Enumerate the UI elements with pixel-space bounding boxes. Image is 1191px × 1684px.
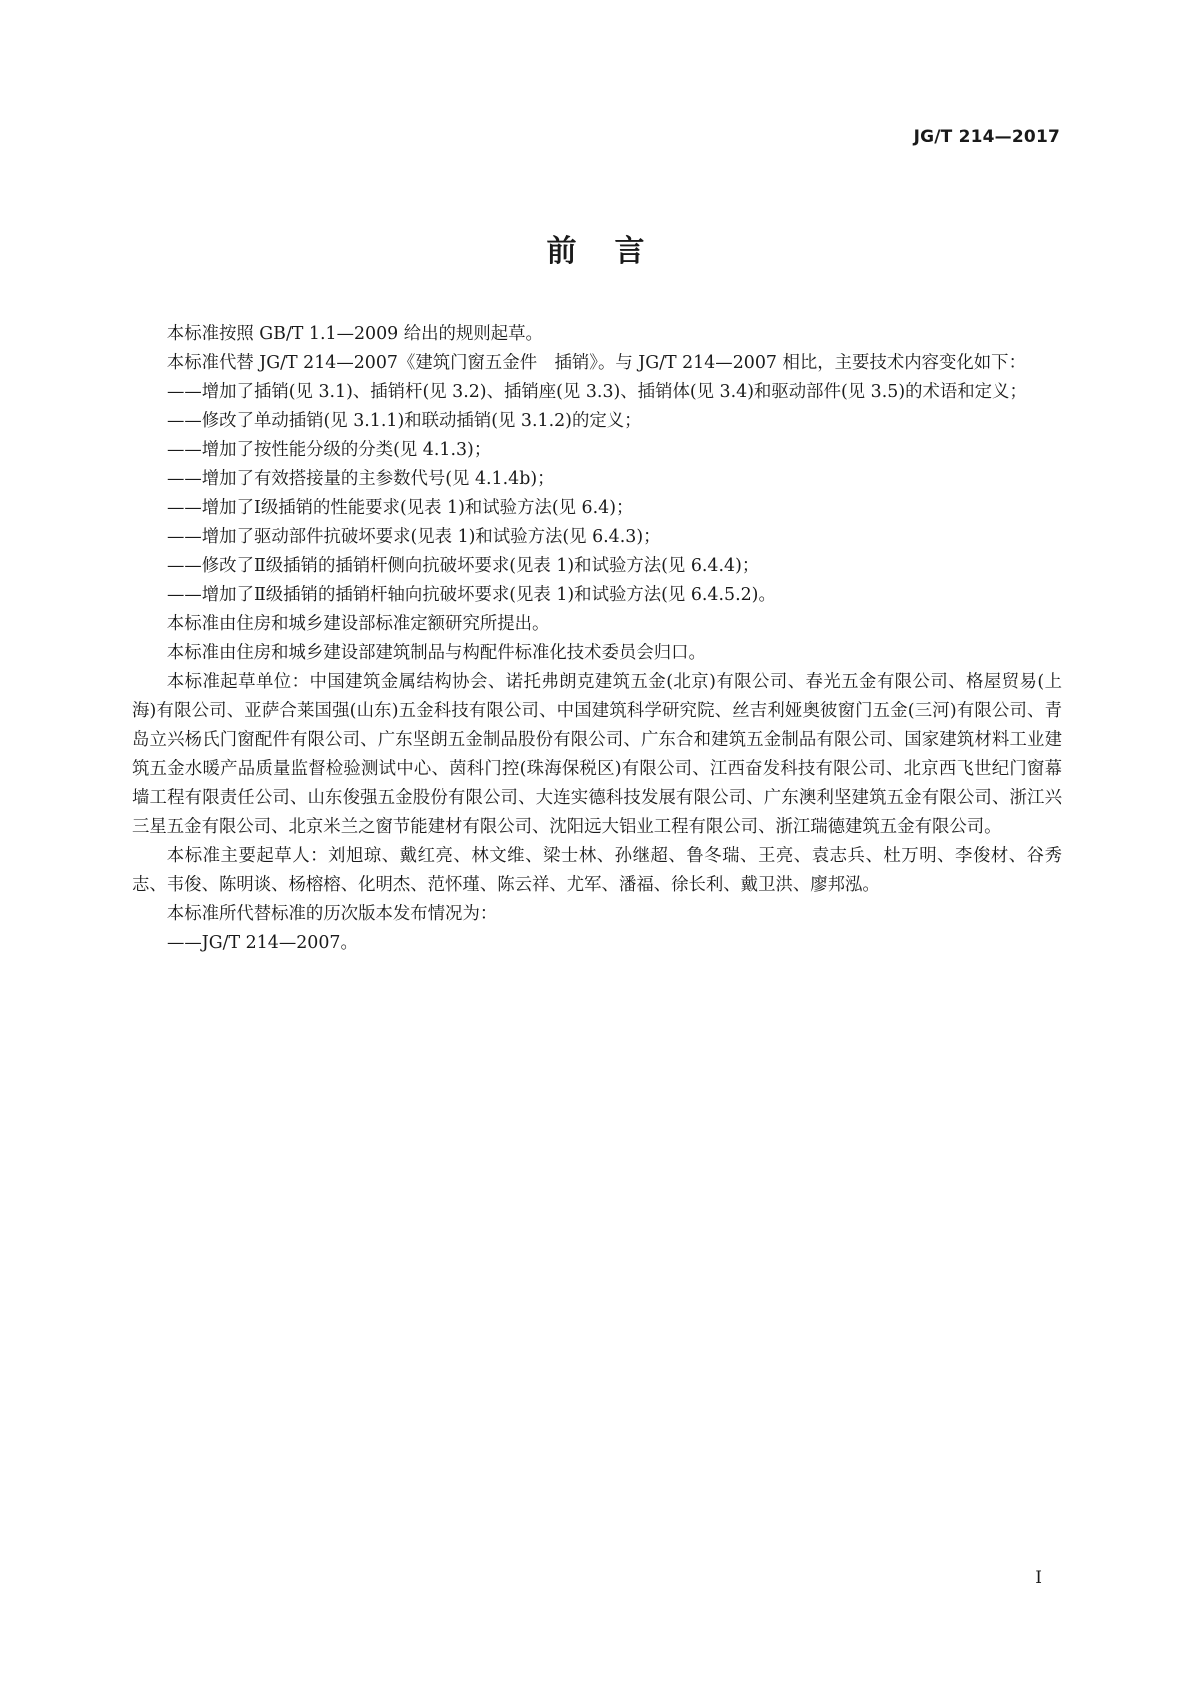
list-item: ——修改了Ⅱ级插销的插销杆侧向抗破坏要求(见表 1)和试验方法(见 6.4.4)； (167, 556, 760, 576)
list-item: ——增加了按性能分级的分类(见 4.1.3)； (167, 440, 492, 460)
paragraph-history-intro: 本标准所代替标准的历次版本发布情况为： (166, 904, 498, 924)
page-number: I (1035, 1568, 1042, 1588)
list-item: ——增加了插销(见 3.1)、插销杆(见 3.2)、插销座(见 3.3)、插销体(见 3.4)和驱动部件(见 3.5)的术语和定义； (167, 382, 1027, 402)
paragraph-committee: 本标准由住房和城乡建设部建筑制品与构配件标准化技术委员会归口。 (166, 643, 706, 663)
list-item: ——增加了驱动部件抗破坏要求(见表 1)和试验方法(见 6.4.3)； (167, 527, 661, 547)
paragraph-drafting-rules: 本标准按照 GB/T 1.1—2009 给出的规则起草。 (166, 324, 543, 344)
list-item: ——JG/T 214—2007。 (167, 933, 358, 953)
preface-body (132, 320, 1062, 958)
page-title: 前言 (546, 234, 683, 269)
list-item: ——修改了单动插销(见 3.1.1)和联动插销(见 3.1.2)的定义； (167, 411, 642, 431)
paragraph-proposer: 本标准由住房和城乡建设部标准定额研究所提出。 (166, 614, 550, 634)
standard-code: JG/T 214—2017 (913, 127, 1060, 147)
list-item: ——增加了有效搭接量的主参数代号(见 4.1.4b)； (167, 469, 555, 489)
list-item: ——增加了Ⅰ级插销的性能要求(见表 1)和试验方法(见 6.4)； (167, 498, 634, 518)
history-list (132, 929, 1062, 958)
list-item: ——增加了Ⅱ级插销的插销杆轴向抗破坏要求(见表 1)和试验方法(见 6.4.5.2)。 (167, 585, 776, 605)
paragraph-drafting-units: 本标准起草单位：中国建筑金属结构协会、诺托弗朗克建筑五金(北京)有限公司、春光五金有限公司、格屋贸易(上海)有限公司、亚萨合莱国强(山东)五金科技有限公司、中国建筑科学研究院、丝吉利娅奥彼窗门五金(三河)有限公司、青岛立兴杨氏门窗配件有限公司、广东坚朗五金制品股份有限公司、广东合和建筑五金制品有限公司、国家建筑材料工业建筑五金水暖产品质量监督检验测试中心、茵科门控(珠海保税区)有限公司、江西奋发科技有限公司、北京西飞世纪门窗幕墙工程有限责任公司、山东俊强五金股份有限公司、大连实德科技发展有限公司、广东澳利坚建筑五金有限公司、浙江兴三星五金有限公司、北京米兰之窗节能建材有限公司、沈阳远大铝业工程有限公司、浙江瑞德建筑五金有限公司。 (132, 672, 1062, 837)
paragraph-replacement: 本标准代替 JG/T 214—2007《建筑门窗五金件 插销》。与 JG/T 214—2007 相比，主要技术内容变化如下： (166, 353, 1026, 373)
changes-list (132, 378, 1062, 610)
paragraph-drafters: 本标准主要起草人：刘旭琼、戴红亮、林文维、梁士林、孙继超、鲁冬瑞、王亮、袁志兵、杜万明、李俊材、谷秀志、韦俊、陈明谈、杨榕榕、化明杰、范怀瑾、陈云祥、尤军、潘福、徐长利、戴卫洪、廖邦泓。 (132, 846, 1062, 895)
